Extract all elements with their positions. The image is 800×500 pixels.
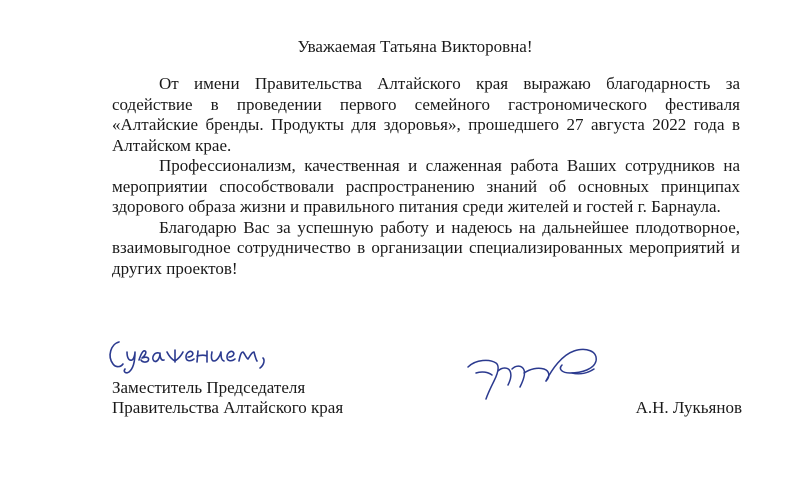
handwritten-closing [105, 334, 345, 374]
paragraph-gratitude: От имени Правительства Алтайского края выражаю благодарность за содействие в проведении первого семейного гастрономического фестиваля «Алтайские бренды. Продукты для здоровья», прошедшего 27 августа 2022 года в Алтайском крае. [112, 74, 740, 155]
signer-position-line2: Правительства Алтайского края [112, 398, 344, 417]
signature [462, 343, 612, 405]
salutation: Уважаемая Татьяна Викторовна! [297, 37, 533, 56]
paragraph-professionalism: Профессионализм, качественная и слаженная работа Ваших сотрудников на мероприятии способствовали распространению знаний об основных принципах здорового образа жизни и правильного питания среди жителей и гостей г. Барнаула. [112, 156, 740, 216]
letter-body [112, 74, 740, 279]
signer-name: А.Н. Лукьянов [635, 398, 742, 417]
paragraph-cooperation: Благодарю Вас за успешную работу и надеюсь на дальнейшее плодотворное, взаимовыгодное сотрудничество в организации специализированных мероприятий и других проектов! [112, 217, 740, 278]
signer-position-line1: Заместитель Председателя [112, 378, 306, 397]
signer-position [112, 378, 343, 418]
